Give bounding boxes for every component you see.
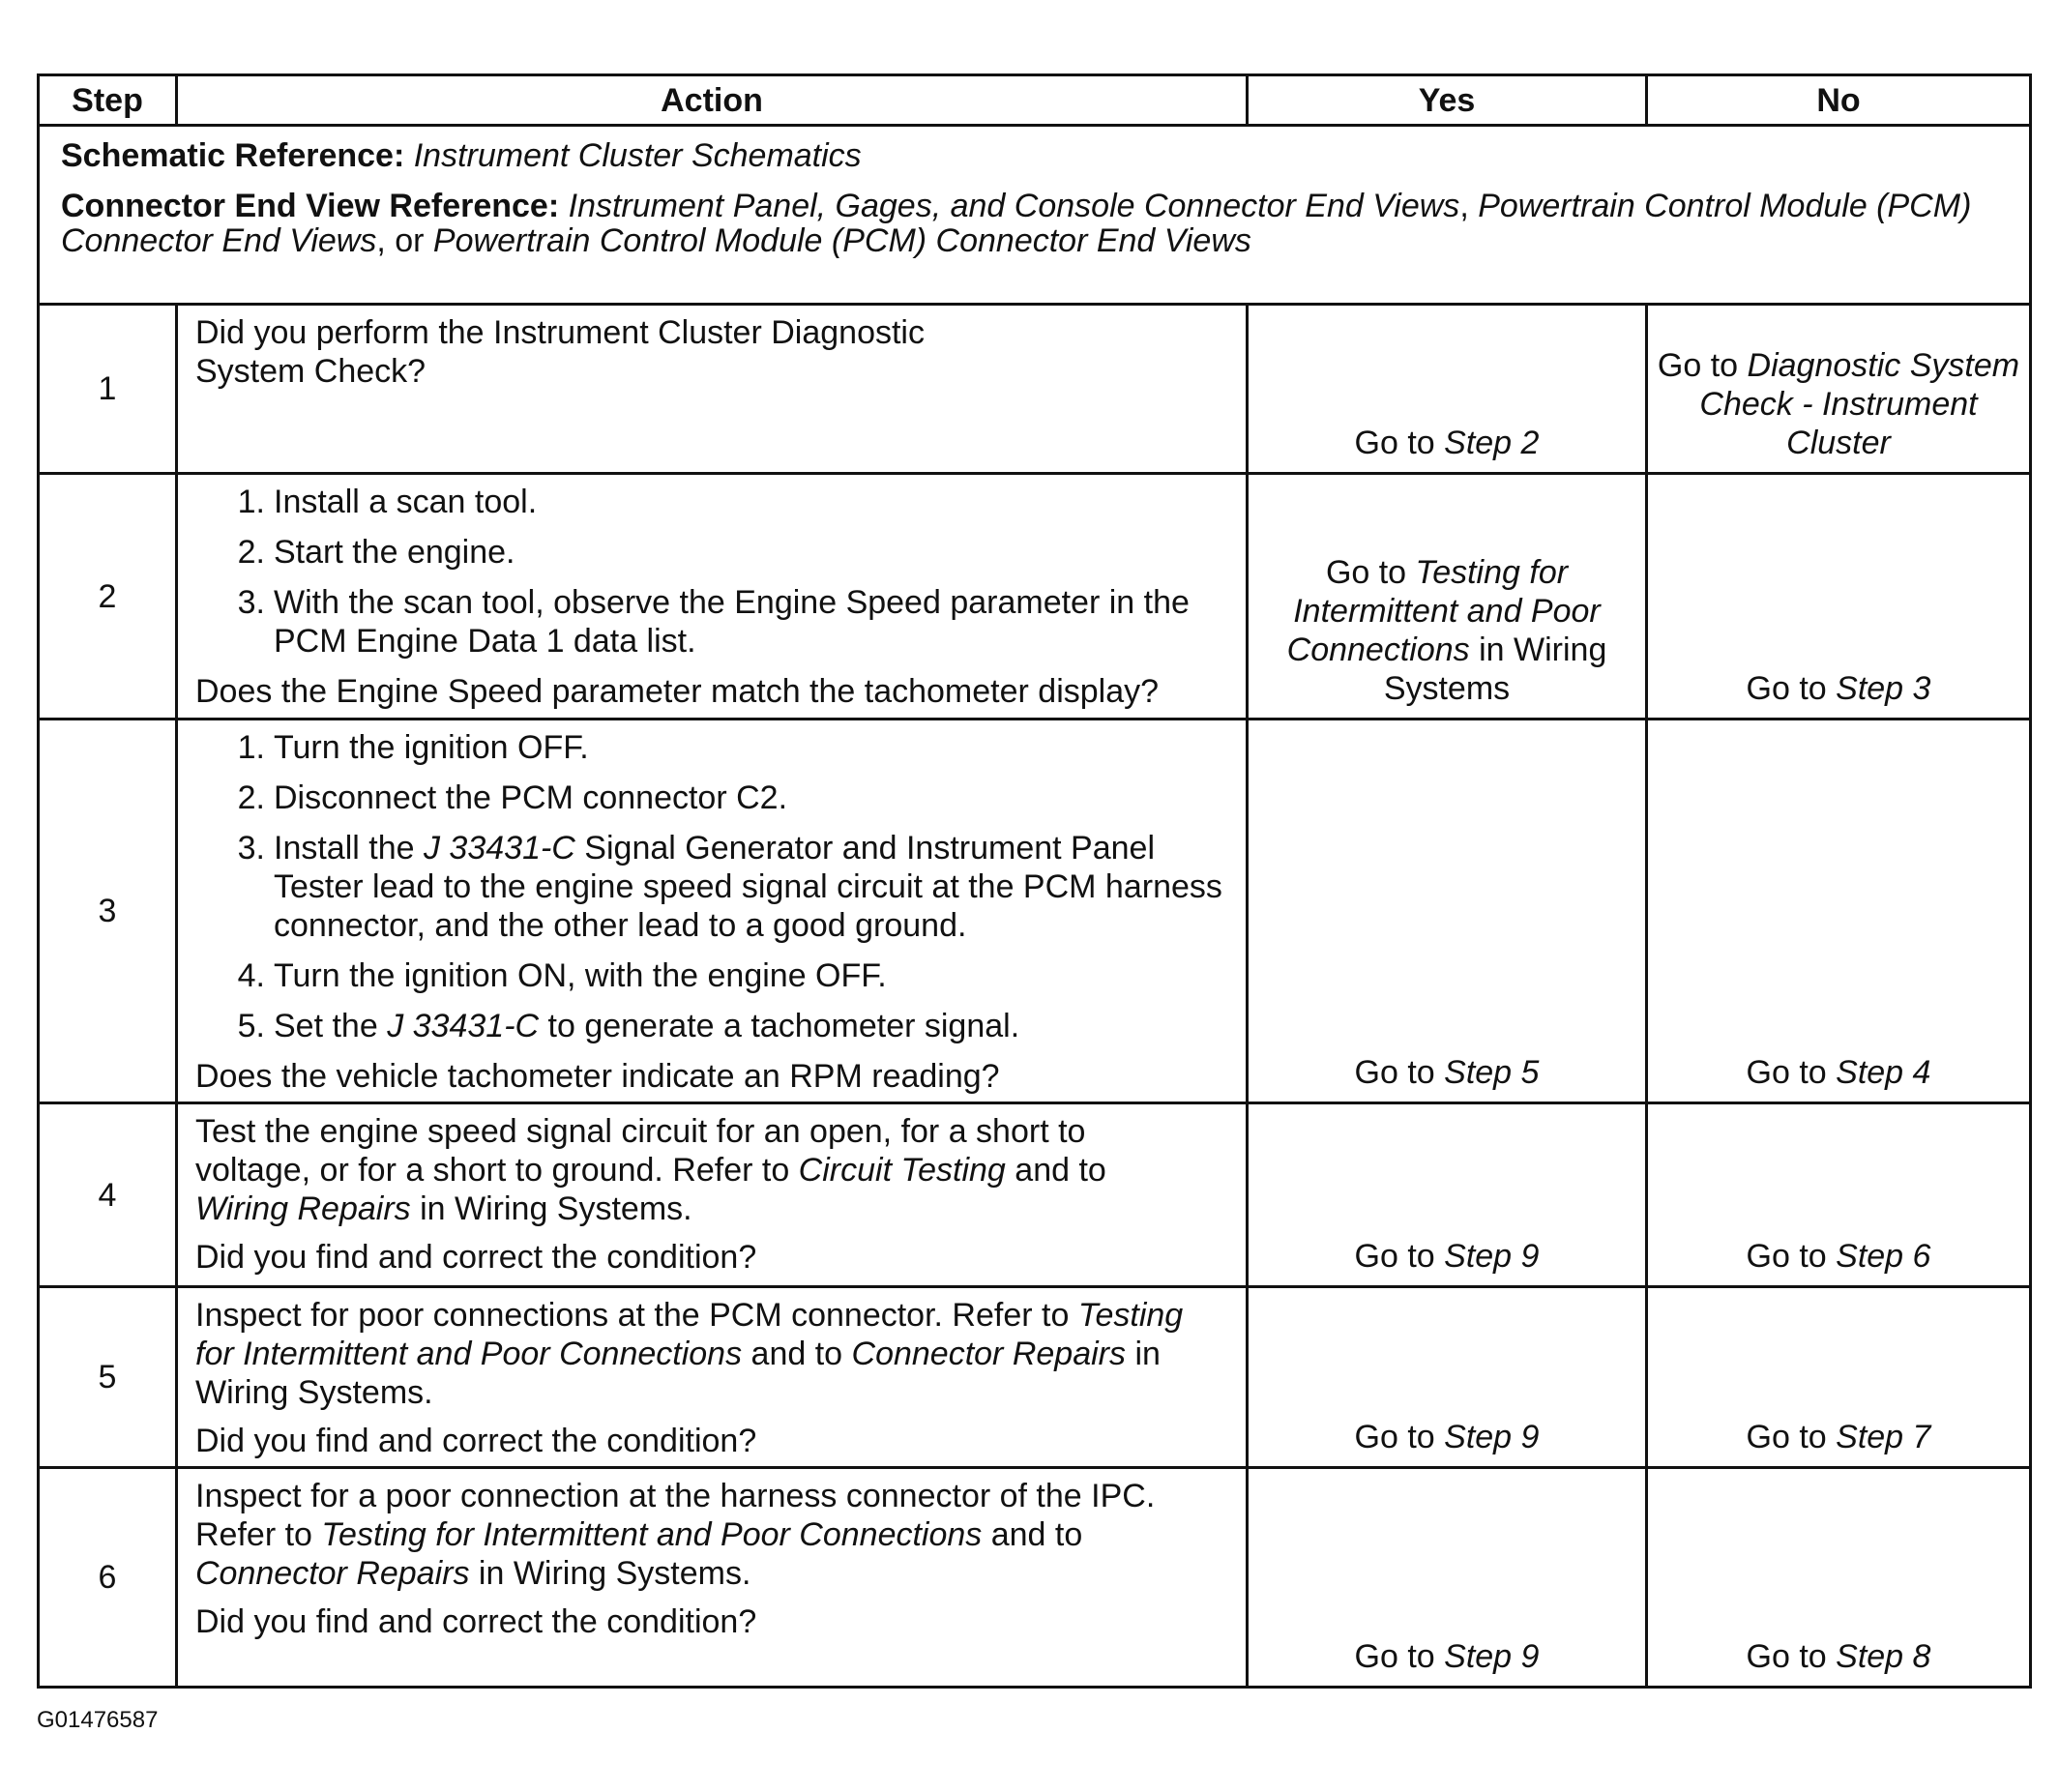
step-number: 4 — [39, 1103, 177, 1287]
no-step-link[interactable]: Step 7 — [1836, 1419, 1931, 1455]
no-prefix: Go to — [1657, 347, 1748, 384]
header-yes: Yes — [1248, 75, 1647, 126]
header-no: No — [1647, 75, 2031, 126]
yes-cell — [1248, 720, 1647, 1103]
tool-reference: J 33431-C — [387, 1008, 540, 1044]
yes-step-link[interactable]: Step 9 — [1444, 1238, 1540, 1275]
step-number: 3 — [39, 720, 177, 1103]
action-cell — [177, 1103, 1248, 1287]
action-item: 4. Turn the ignition ON, with the engine OFF. — [237, 957, 887, 994]
figure-id: G01476587 — [37, 1707, 159, 1733]
yes-cell — [1248, 1468, 1647, 1688]
table-row — [39, 305, 2031, 474]
table-row — [39, 474, 2031, 720]
reference-link[interactable]: Connector Repairs — [851, 1336, 1126, 1372]
no-cell — [1647, 1468, 2031, 1688]
connector-reference-label: Connector End View Reference: — [61, 188, 560, 224]
schematic-reference — [61, 136, 2012, 175]
action-item: 2. Disconnect the PCM connector C2. — [237, 779, 788, 816]
no-step-link[interactable]: Step 4 — [1836, 1054, 1931, 1091]
reference-link[interactable]: Circuit Testing — [798, 1152, 1006, 1189]
connector-reference — [61, 189, 2012, 258]
no-cell — [1647, 720, 2031, 1103]
no-step-link[interactable]: Diagnostic System Check - Instrument Cluster — [1699, 347, 2020, 461]
tool-reference: J 33431-C — [423, 830, 575, 867]
header-row — [39, 75, 2031, 126]
reference-link[interactable]: Wiring Repairs — [195, 1190, 411, 1227]
diagnostic-table — [37, 73, 2032, 1689]
yes-step-link[interactable]: Step 2 — [1444, 425, 1540, 461]
action-item: 1. Turn the ignition OFF. — [237, 729, 589, 766]
no-step-link[interactable]: Step 6 — [1836, 1238, 1931, 1275]
no-step-link[interactable]: Step 8 — [1836, 1638, 1931, 1675]
no-cell — [1647, 474, 2031, 720]
yes-cell — [1248, 1287, 1647, 1468]
header-step: Step — [39, 75, 177, 126]
step-number: 6 — [39, 1468, 177, 1688]
action-cell — [177, 474, 1248, 720]
action-question: Does the vehicle tachometer indicate an RPM reading? — [195, 1058, 1000, 1095]
header-action: Action — [177, 75, 1248, 126]
no-cell — [1647, 1287, 2031, 1468]
schematic-reference-label: Schematic Reference: — [61, 137, 405, 174]
yes-step-link[interactable]: Step 9 — [1444, 1419, 1540, 1455]
schematic-reference-link[interactable]: Instrument Cluster Schematics — [413, 137, 862, 174]
action-text: Inspect for a poor connection at the harness connector of the IPC. Refer to Testing for Intermittent and Poor Connections and to Connector Repairs in Wiring Systems. — [195, 1478, 1156, 1592]
yes-step-link[interactable]: Step 5 — [1444, 1054, 1540, 1091]
action-text: Test the engine speed signal circuit for an open, for a short to voltage, or for a short to ground. Refer to Circuit Testing and to Wiring Repairs in Wiring Systems. — [195, 1113, 1106, 1227]
no-cell — [1647, 1103, 2031, 1287]
yes-suffix: in Wiring Systems — [1383, 632, 1607, 707]
yes-prefix: Go to — [1354, 1638, 1445, 1675]
reference-row — [39, 126, 2031, 305]
action-text: Inspect for poor connections at the PCM connector. Refer to Testing for Intermittent and Poor Connections and to Connector Repairs in Wiring Systems. — [195, 1297, 1184, 1411]
table-row — [39, 1287, 2031, 1468]
yes-prefix: Go to — [1354, 1419, 1445, 1455]
action-list — [195, 483, 1232, 661]
yes-step-link[interactable]: Testing for Intermittent and Poor Connections — [1286, 554, 1601, 668]
connector-reference-link-3[interactable]: Powertrain Control Module (PCM) Connector End Views — [432, 222, 1251, 259]
reference-link[interactable]: Testing for Intermittent and Poor Connections — [321, 1516, 983, 1553]
yes-prefix: Go to — [1354, 1054, 1445, 1091]
no-prefix: Go to — [1746, 1638, 1837, 1675]
yes-cell — [1248, 305, 1647, 474]
action-cell — [177, 1287, 1248, 1468]
action-cell — [177, 720, 1248, 1103]
action-question: Did you find and correct the condition? — [195, 1423, 757, 1459]
action-item: 2. Start the engine. — [237, 534, 515, 571]
yes-prefix: Go to — [1325, 554, 1416, 591]
yes-prefix: Go to — [1354, 1238, 1445, 1275]
action-question: Did you perform the Instrument Cluster Diagnostic System Check? — [195, 314, 925, 390]
step-number: 2 — [39, 474, 177, 720]
table-row — [39, 720, 2031, 1103]
no-prefix: Go to — [1746, 1419, 1837, 1455]
no-prefix: Go to — [1746, 1238, 1837, 1275]
no-cell — [1647, 305, 2031, 474]
action-item: 3. With the scan tool, observe the Engine Speed parameter in the PCM Engine Data 1 data list. — [237, 584, 1190, 660]
connector-reference-link-1[interactable]: Instrument Panel, Gages, and Console Connector End Views — [568, 188, 1460, 224]
connector-separator-1: , — [1459, 188, 1479, 224]
reference-link[interactable]: Connector Repairs — [195, 1555, 470, 1592]
no-step-link[interactable]: Step 3 — [1836, 670, 1931, 707]
step-number: 5 — [39, 1287, 177, 1468]
action-question: Did you find and correct the condition? — [195, 1239, 757, 1276]
action-item: 3. Install the J 33431-C Signal Generator and Instrument Panel Tester lead to the engine speed signal circuit at the PCM harness connector, and the other lead to a good ground. — [237, 830, 1222, 944]
action-question: Does the Engine Speed parameter match the tachometer display? — [195, 673, 1160, 710]
no-prefix: Go to — [1746, 670, 1837, 707]
connector-reference-link-2[interactable]: Powertrain Control Module (PCM) Connector End Views — [61, 188, 1972, 259]
connector-separator-2: , or — [376, 222, 433, 259]
table-row — [39, 1103, 2031, 1287]
action-list — [195, 728, 1232, 1045]
yes-cell — [1248, 474, 1647, 720]
table-row — [39, 1468, 2031, 1688]
reference-link[interactable]: Testing for Intermittent and Poor Connections — [195, 1297, 1184, 1372]
no-prefix: Go to — [1746, 1054, 1837, 1091]
yes-step-link[interactable]: Step 9 — [1444, 1638, 1540, 1675]
action-question: Did you find and correct the condition? — [195, 1603, 757, 1640]
action-cell — [177, 1468, 1248, 1688]
yes-cell — [1248, 1103, 1647, 1287]
action-item: 5. Set the J 33431-C to generate a tachometer signal. — [237, 1008, 1020, 1044]
reference-cell — [39, 126, 2031, 305]
yes-prefix: Go to — [1354, 425, 1445, 461]
step-number: 1 — [39, 305, 177, 474]
action-item: 1. Install a scan tool. — [237, 484, 538, 520]
action-cell — [177, 305, 1248, 474]
